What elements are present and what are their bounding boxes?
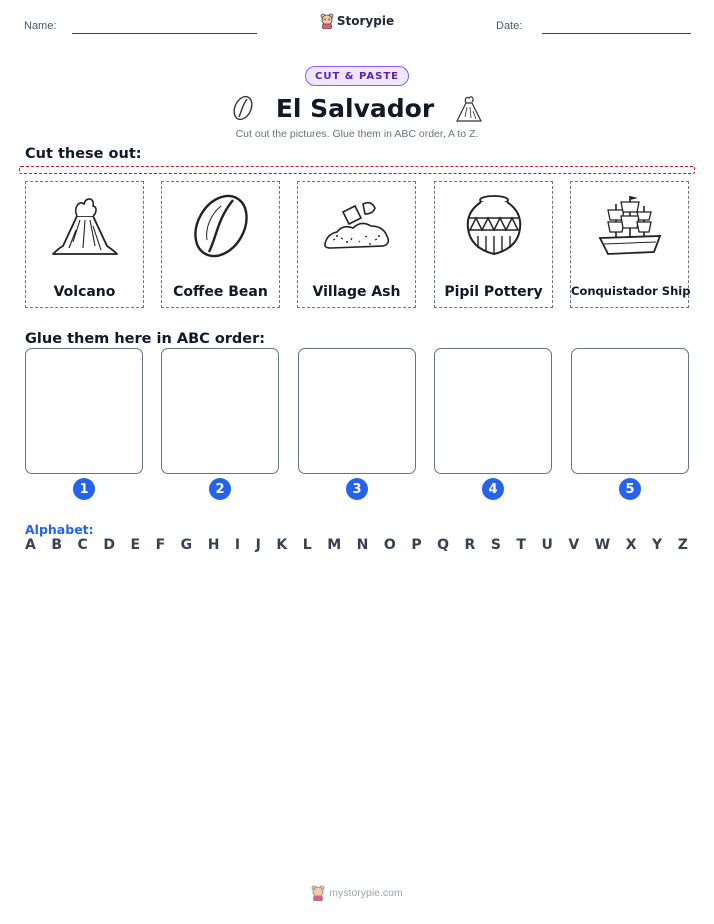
alphabet-letter: G [180, 537, 193, 553]
alphabet-row [25, 537, 688, 553]
cut-paste-badge: CUT & PASTE [305, 66, 409, 86]
glue-heading: Glue them here in ABC order: [25, 331, 266, 347]
number-badge-2: 2 [209, 478, 231, 500]
glue-box-2[interactable] [161, 348, 279, 474]
cut-card-label: Coffee Bean [173, 284, 268, 300]
village-ash-icon [321, 190, 393, 262]
page-title: El Salvador [275, 93, 435, 123]
cut-card-label: Pipil Pottery [444, 284, 543, 300]
alphabet-letter: O [383, 537, 396, 553]
pottery-icon [458, 190, 530, 262]
alphabet-letter: C [77, 537, 88, 553]
alphabet-letter: Z [677, 537, 688, 553]
alphabet-letter: W [594, 537, 611, 553]
alphabet-letter: U [541, 537, 553, 553]
alphabet-letter: F [155, 537, 166, 553]
alphabet-letter: H [207, 537, 220, 553]
glue-box-3[interactable] [298, 348, 416, 474]
volcano-icon [49, 190, 121, 262]
number-badge-3: 3 [346, 478, 368, 500]
volcano-icon [454, 93, 484, 123]
alphabet-letter: L [302, 537, 312, 553]
date-label: Date: [496, 20, 523, 32]
title-row [0, 88, 714, 128]
alphabet-letter: R [464, 537, 476, 553]
alphabet-letter: D [103, 537, 115, 553]
alphabet-letter: T [516, 537, 526, 553]
brand-logo [0, 13, 714, 29]
cut-card-village-ash[interactable] [297, 181, 416, 308]
alphabet-letter: Q [437, 537, 449, 553]
glue-box-4[interactable] [434, 348, 552, 474]
alphabet-letter: M [327, 537, 342, 553]
name-label: Name: [24, 20, 57, 32]
bear-mascot-icon [311, 885, 325, 901]
alphabet-letter: J [255, 537, 261, 553]
alphabet-letter: P [411, 537, 422, 553]
coffee-bean-icon [185, 190, 257, 262]
glue-box-1[interactable] [25, 348, 143, 474]
cut-card-label: Volcano [53, 284, 116, 300]
alphabet-letter: Y [652, 537, 663, 553]
cut-card-label: Village Ash [312, 284, 401, 300]
glue-box-5[interactable] [571, 348, 689, 474]
alphabet-letter: V [568, 537, 580, 553]
cut-card-volcano[interactable] [25, 181, 144, 308]
footer-site[interactable]: mystorypie.com [329, 887, 403, 899]
footer [0, 885, 714, 901]
ship-icon [594, 190, 666, 262]
name-line[interactable] [72, 33, 257, 34]
cut-card-label: Conquistador Ship [571, 284, 691, 298]
coffee-bean-icon [230, 94, 256, 122]
alphabet-title: Alphabet: [25, 522, 94, 537]
number-badge-4: 4 [482, 478, 504, 500]
alphabet-letter: K [276, 537, 288, 553]
cut-card-coffee-bean[interactable] [161, 181, 280, 308]
alphabet-letter: N [356, 537, 369, 553]
instructions: Cut out the pictures. Glue them in ABC order, A to Z. [235, 128, 479, 140]
number-badge-5: 5 [619, 478, 641, 500]
alphabet-letter: I [234, 537, 241, 553]
date-line[interactable] [542, 33, 691, 34]
cut-card-conquistador-ship[interactable] [570, 181, 689, 308]
bear-mascot-icon [320, 13, 334, 29]
brand-name: Storypie [336, 14, 395, 28]
alphabet-letter: X [625, 537, 637, 553]
cut-card-pipil-pottery[interactable] [434, 181, 553, 308]
cut-line [19, 166, 695, 174]
cut-heading: Cut these out: [25, 146, 142, 162]
alphabet-letter: E [130, 537, 141, 553]
alphabet-letter: B [51, 537, 63, 553]
alphabet-letter: S [490, 537, 501, 553]
alphabet-letter: A [25, 537, 36, 553]
number-badge-1: 1 [73, 478, 95, 500]
